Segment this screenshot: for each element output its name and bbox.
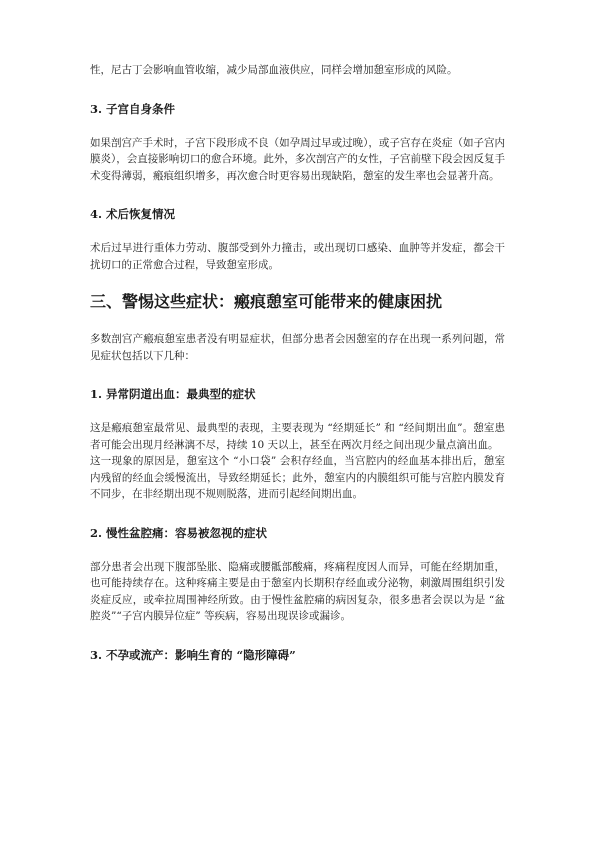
heading-uterus-condition: 3. 子宫自身条件 xyxy=(90,101,176,116)
heading-pelvic-pain: 2. 慢性盆腔痛：容易被忽视的症状 xyxy=(90,525,268,540)
heading-infertility: 3. 不孕或流产：影响生育的 “隐形障碍” xyxy=(90,647,296,662)
paragraph-bleeding-cause: 这一现象的原因是，憩室这个 “小口袋” 会积存经血，当宫腔内的经血基本排出后，憩室内残留的经血会缓慢流出，导致经期延长；此外，憩室内的内膜组织可能与宫腔内膜发育不同步，在非经期出现不规则脱落，进而引起经间期出血。 xyxy=(90,455,505,500)
paragraph-bleeding-description: 这是瘢痕憩室最常见、最典型的表现，主要表现为 “经期延长” 和 “经间期出血”。憩室患者可能会出现月经淋漓不尽，持续 10 天以上，甚至在两次月经之间出现少量点滴出血。 xyxy=(90,422,505,451)
paragraph-uterus-condition: 如果剖宫产手术时，子宫下段形成不良（如孕周过早或过晚），或子宫存在炎症（如子宫内膜炎），会直接影响切口的愈合环境。此外，多次剖宫产的女性，子宫前壁下段会因反复手术变得薄弱，瘢痕组织增多，再次愈合时更容易出现缺陷，憩室的发生率也会显著升高。 xyxy=(90,136,505,182)
paragraph-symptoms-intro: 多数剖宫产瘢痕憩室患者没有明显症状，但部分患者会因憩室的存在出现一系列问题，常见症状包括以下几种： xyxy=(90,333,505,362)
heading-postop-recovery: 4. 术后恢复情况 xyxy=(90,207,176,221)
paragraph-pelvic-pain: 部分患者会出现下腹部坠胀、隐痛或腰骶部酸痛，疼痛程度因人而异，可能在经期加重，也可能持续存在。这种疼痛主要是由于憩室内长期积存经血或分泌物，刺激周围组织引发炎症反应，或牵拉周围神经所致。由于慢性盆腔痛的病因复杂，很多患者会误以为是 “盆腔炎”“子宫内膜异位症” 等疾病，容易出现误诊或漏诊。 xyxy=(90,560,505,622)
paragraph-postop-recovery: 术后过早进行重体力劳动、腹部受到外力撞击，或出现切口感染、血肿等并发症，都会干扰切口的正常愈合过程，导致憩室形成。 xyxy=(90,242,505,271)
heading-abnormal-bleeding: 1. 异常阴道出血：最典型的症状 xyxy=(90,387,256,401)
paragraph-smoking-risk: 性，尼古丁会影响血管收缩，减少局部血液供应，同样会增加憩室形成的风险。 xyxy=(90,64,458,76)
section-title-symptoms: 三、警惕这些症状：瘢痕憩室可能带来的健康困扰 xyxy=(90,292,443,311)
